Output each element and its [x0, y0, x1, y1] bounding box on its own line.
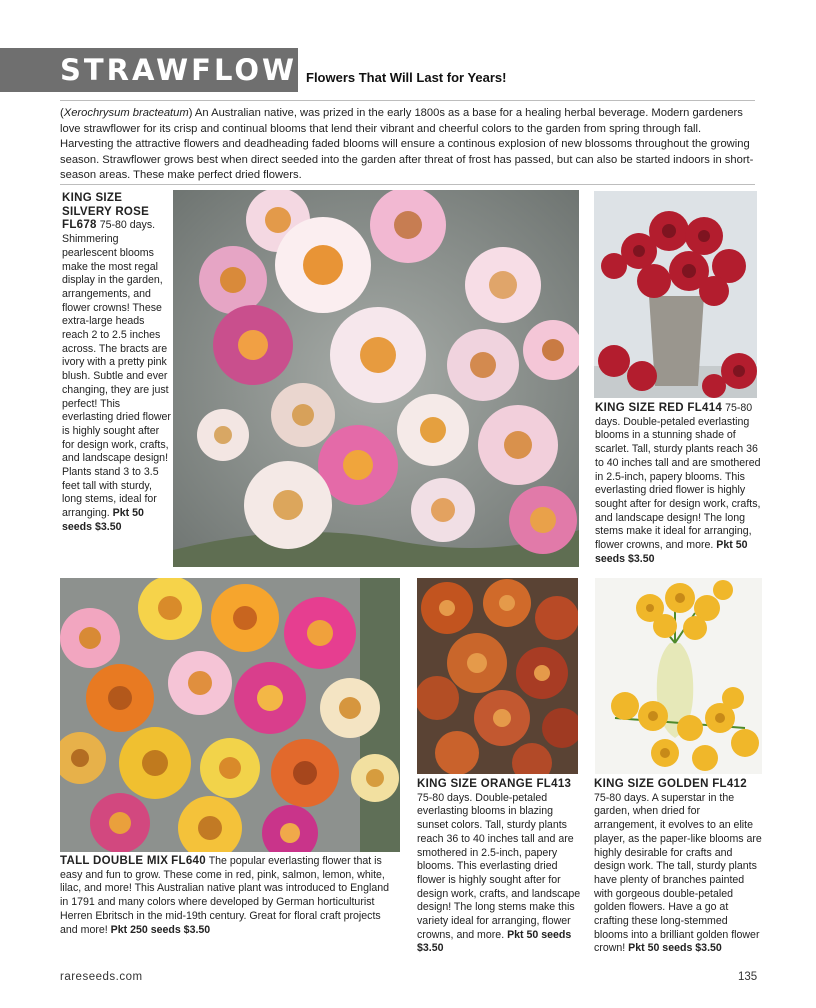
product-price: Pkt 50 seeds $3.50	[628, 942, 722, 955]
product-description: 75-80 days. Double-petaled everlasting blooms in a stunning shade of scarlet. Tall, sturdy plants reach 36 to 40 inches tall and are smothered in 2.5-inch, papery blooms. This everlasting dried flower is highly sought after for design work, crafts, and landscape design! The long stems make it ideal for arranging, flower crowns, and more.	[595, 402, 761, 552]
product-code: FL640	[171, 855, 206, 867]
section-title: STRAWFLOWER	[60, 53, 346, 87]
footer-url: rareseeds.com	[60, 971, 143, 983]
product-description: The popular everlasting flower that is easy and fun to grow. These come in red, pink, salmon, lemon, white, lilac, and more! This Australian native plant was introduced to England in 1791 and many colors where developed by German horticulturist Herren Ebritsch in the mid-19th century. Great for floral craft projects and more!	[60, 855, 389, 936]
product-price: Pkt 250 seeds $3.50	[110, 923, 211, 936]
tall-double-mix-photo	[60, 578, 400, 852]
product-golden	[594, 778, 762, 956]
red-photo	[594, 191, 757, 398]
product-name: KING SIZE GOLDEN FL412	[594, 778, 747, 790]
product-code: FL678	[62, 219, 97, 232]
product-name: KING SIZE ORANGE FL413	[417, 778, 572, 790]
product-price: Pkt 50 seeds $3.50	[595, 539, 748, 565]
product-description: 75-80 days. Shimmering pearlescent blooms make the most regal display in the garden, arrangements, and flower crowns! These extra-large heads reach 2 to 2.5 inches across. The bracts are ivory with a pretty pink blush. Subtle and ever changing, they are just perfect! This everlasting dried flower is highly sought after for design work, crafts, and landscape design! Plants stand 3 to 3.5 feet tall with sturdy, long stems, ideal for arranging.	[62, 219, 171, 520]
product-name: KING SIZE SILVERY ROSE	[62, 192, 150, 218]
product-silvery-rose	[62, 192, 172, 535]
product-tall-double-mix	[60, 855, 400, 937]
page-number: 135	[738, 971, 758, 983]
product-price: Pkt 50 seeds $3.50	[62, 507, 144, 533]
top-divider	[60, 100, 755, 101]
intro-paragraph: (Xerochrysum bracteatum) An Australian native, was prized in the early 1800s as a base for a healing herbal beverage. Modern gardeners love strawflower for its crisp and continual blooms that lend their vibrant and cheerful colors to the garden from spring through fall. Harvesting the attractive flowers and deadheading faded blooms will ensure a continous explosion of new blossoms throughout the growing season. Strawflower grows best when direct seeded into the garden after threat of frost has passed, but can also be started indoors in short-season areas. These make perfect dried flowers.	[60, 107, 754, 181]
intro-text: ) An Australian native, was prized in the early 1800s as a base for a healing herbal beverage. Modern gardeners love strawflower for its crisp and continual blooms that lend their vibrant and cheerful colors to the garden from spring through fall. Harvesting the attractive flowers and deadheading faded blooms will ensure a continous explosion of new blossoms throughout the growing season. Strawflower grows best when direct seeded into the garden after threat of frost has passed, but can also be started indoors in short-season areas. These make perfect dried flowers.	[60, 107, 754, 181]
section-subtitle: Flowers That Will Last for Years!	[306, 70, 507, 85]
product-orange	[417, 778, 585, 956]
latin-name: Xerochrysum bracteatum	[63, 107, 189, 119]
product-description: 75-80 days. Double-petaled everlasting blooms in blazing sunset colors. Tall, sturdy plants reach 36 to 40 inches tall and are smothered in 2.5-inch, papery blooms. This everlasting dried flower is highly sought after for design work, crafts, and landscape design! The long stems make this variety ideal for arranging, flower crowns, and more.	[417, 791, 581, 941]
product-description: 75-80 days. A superstar in the garden, when dried for arrangement, it evolves to an elite player, as the paper-like blooms are highly desirable for crafts and design work. The tall, sturdy plants have plenty of branches painted with gorgeous double-petaled golden flowers. Have a go at crafting these long-stemmed blooms into a brilliant golden flower crown!	[594, 791, 762, 955]
silvery-rose-photo	[173, 190, 579, 567]
product-name: TALL DOUBLE MIX	[60, 855, 169, 867]
section-title-bar	[0, 48, 346, 92]
product-name: KING SIZE RED FL414	[595, 402, 723, 414]
product-red	[595, 402, 763, 566]
orange-photo	[417, 578, 578, 774]
product-price: Pkt 50 seeds $3.50	[417, 928, 572, 955]
intro-divider	[60, 184, 755, 185]
golden-photo	[595, 578, 762, 774]
